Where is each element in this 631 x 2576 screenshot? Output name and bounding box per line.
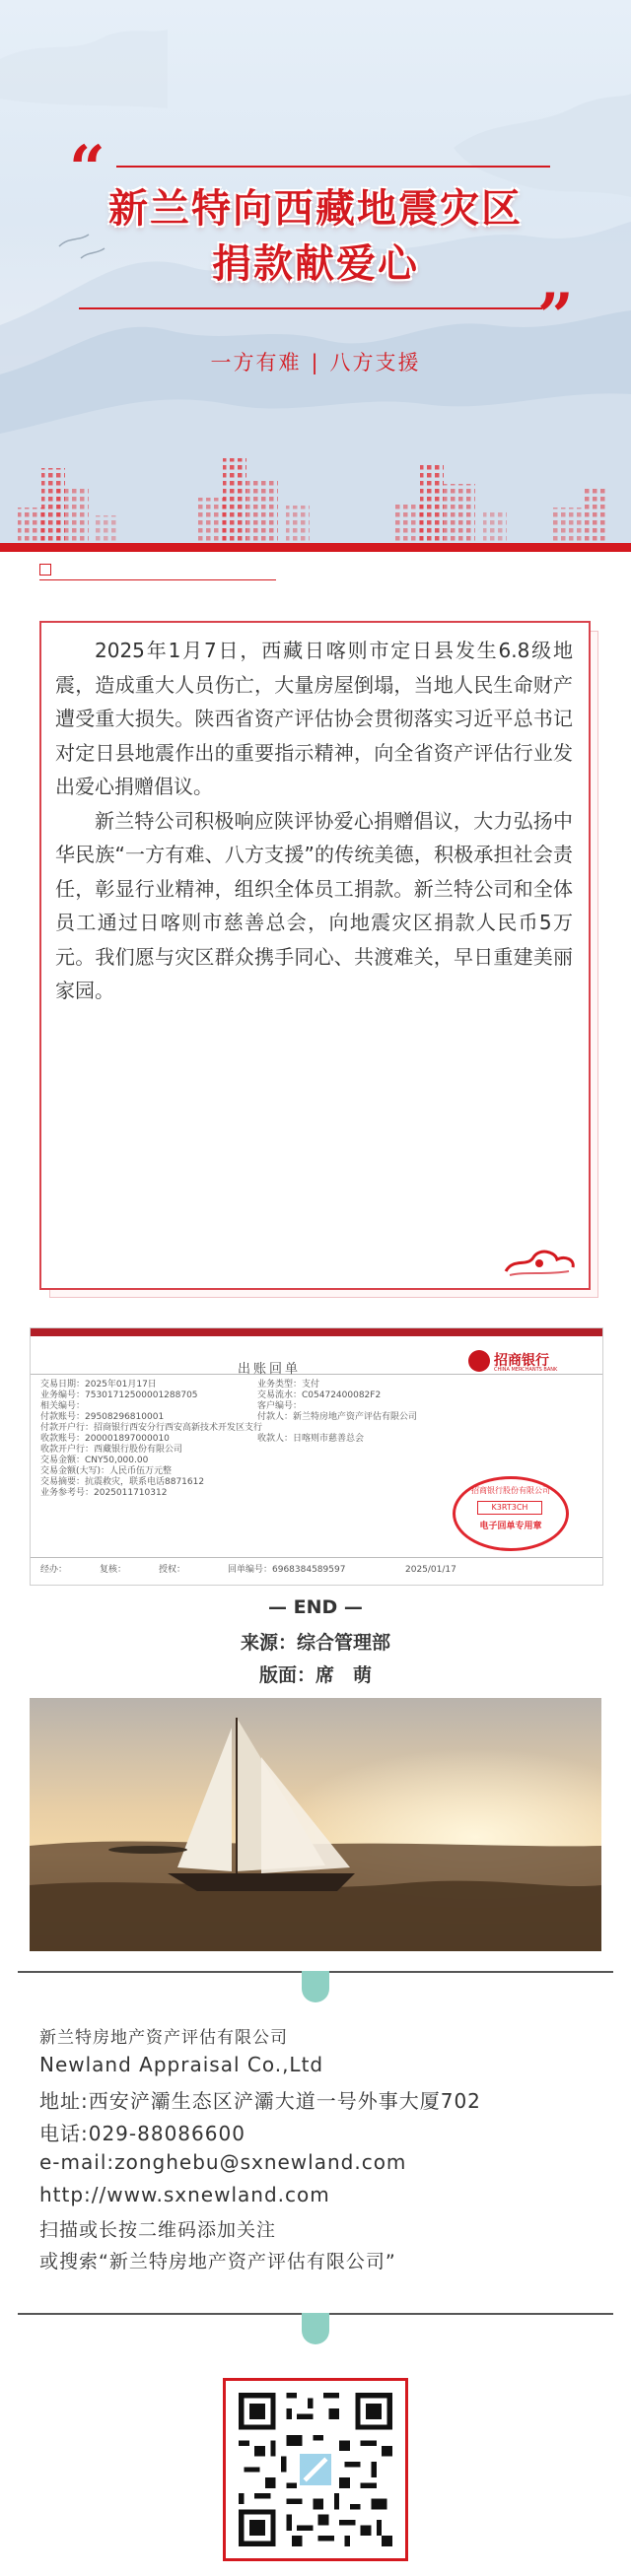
receipt-field: 客户编号： [257,1401,303,1411]
bank-logo-icon [468,1350,490,1372]
stamp-text: 招商银行股份有限公司 [471,1486,550,1495]
company-phone: 电话:029-88086600 [39,2122,245,2145]
search-hint: 或搜索“新兰特房地产资产评估有限公司” [39,2251,396,2272]
section-rule [39,579,276,580]
receipt-field: 交易流水：C05472400082F2 [257,1390,382,1400]
company-name-cn: 新兰特房地产资产评估有限公司 [39,2028,288,2048]
receipt-title: 出账回单 [238,1362,302,1377]
receipt-field: 交易金额(大写)：人民币伍万元整 [40,1466,173,1476]
company-name-en: Newland Appraisal Co.,Ltd [39,2053,324,2076]
receipt-field: 相关编号： [40,1401,86,1411]
header-red-baseline [0,543,631,552]
receipt-field: 收款账号：200001897000010 [40,1434,170,1444]
headline-top-rule [116,166,550,168]
receipt-field: 付款开户行：招商银行西安分行西安高新技术开发区支行 [40,1423,263,1433]
bank-receipt-image [30,1327,603,1586]
receipt-field: 业务参考号：2025011710312 [40,1488,168,1498]
bank-stamp [453,1476,569,1551]
receipt-field: 付款账号：29508296810001 [40,1412,165,1422]
close-quote-mark: ” [537,280,574,354]
section-square-marker [39,564,51,576]
red-cloud-flourish-icon [500,1244,579,1279]
qr-code-icon [238,2393,393,2546]
receipt-field: 交易日期：2025年01月17日 [40,1380,157,1390]
subtitle-right: 八方支援 [329,351,421,374]
company-website[interactable]: http://www.sxnewland.com [39,2183,330,2206]
teal-tab-marker-2 [302,2313,329,2344]
article-card [39,621,591,1290]
receipt-field: 收款开户行：西藏银行股份有限公司 [40,1445,183,1455]
receipt-footer-field: 经办： [40,1565,68,1575]
open-quote-mark: “ [69,132,105,206]
subtitle-separator: | [311,351,320,374]
subtitle [0,347,631,376]
receipt-field: 交易摘要：抗震救灾，联系电话8871612 [40,1477,205,1487]
receipt-field: 业务类型：支付 [257,1380,320,1390]
receipt-footer-field: 回单编号：6968384589597 [228,1565,346,1575]
teal-tab-marker [302,1971,329,2002]
receipt-footer-field: 授权： [159,1565,186,1575]
subtitle-left: 一方有难 [210,351,302,374]
company-email[interactable]: e-mail:zonghebu@sxnewland.com [39,2150,407,2174]
company-address: 地址:西安浐灞生态区浐灞大道一号外事大厦702 [39,2089,481,2113]
headline-line-2: 捐款献爱心 [212,241,419,287]
article-paragraph-1: 2025年1月7日，西藏日喀则市定日县发生6.8级地震，造成重大人员伤亡，大量房屋倒塌，当地人民生命财产遭受重大损失。陕西省资产评估协会贯彻落实习近平总书记对定日县地震作出的重要指示精神，向全省资产评估行业发出爱心捐赠倡议。 [55,639,573,798]
receipt-footer-rule [31,1557,602,1558]
receipt-field: 交易金额：CNY50,000.00 [40,1456,149,1465]
stamp-label: 电子回单专用章 [479,1522,542,1531]
dotted-bars-decoration [0,448,631,543]
editor-line: 版面：席 萌 [258,1664,372,1686]
bank-name-en: CHINA MERCHANTS BANK [494,1367,558,1373]
qr-hint: 扫描或长按二维码添加关注 [39,2219,277,2241]
headline-line-1: 新兰特向西藏地震灾区 [108,186,523,232]
bank-name: 招商银行 [494,1353,549,1369]
receipt-rule [31,1374,602,1375]
receipt-footer-field: 复核： [100,1565,127,1575]
source-line: 来源：综合管理部 [240,1632,390,1654]
stamp-code: K3RT3CH [477,1501,542,1515]
receipt-top-band [31,1328,602,1336]
qr-code-frame[interactable] [223,2378,408,2561]
receipt-field: 收款人：日喀则市慈善总会 [257,1434,365,1444]
sailboat-photo [30,1698,601,1951]
receipt-field: 付款人：新兰特房地产资产评估有限公司 [257,1412,418,1422]
article-body [55,634,573,1008]
receipt-field: 业务编号：75301712500001288705 [40,1390,198,1400]
headline-bottom-rule [79,307,542,309]
end-marker: — END — [268,1596,363,1618]
receipt-footer-field: 2025/01/17 [405,1565,456,1575]
article-paragraph-2: 新兰特公司积极响应陕评协爱心捐赠倡议，大力弘扬中华民族“一方有难、八方支援”的传统美德，积极承担社会责任，彰显行业精神，组织全体员工捐款。新兰特公司和全体员工通过日喀则市慈善总会，向地震灾区捐款人民币5万元。我们愿与灾区群众携手同心、共渡难关，早日重建美丽家园。 [55,808,573,1002]
